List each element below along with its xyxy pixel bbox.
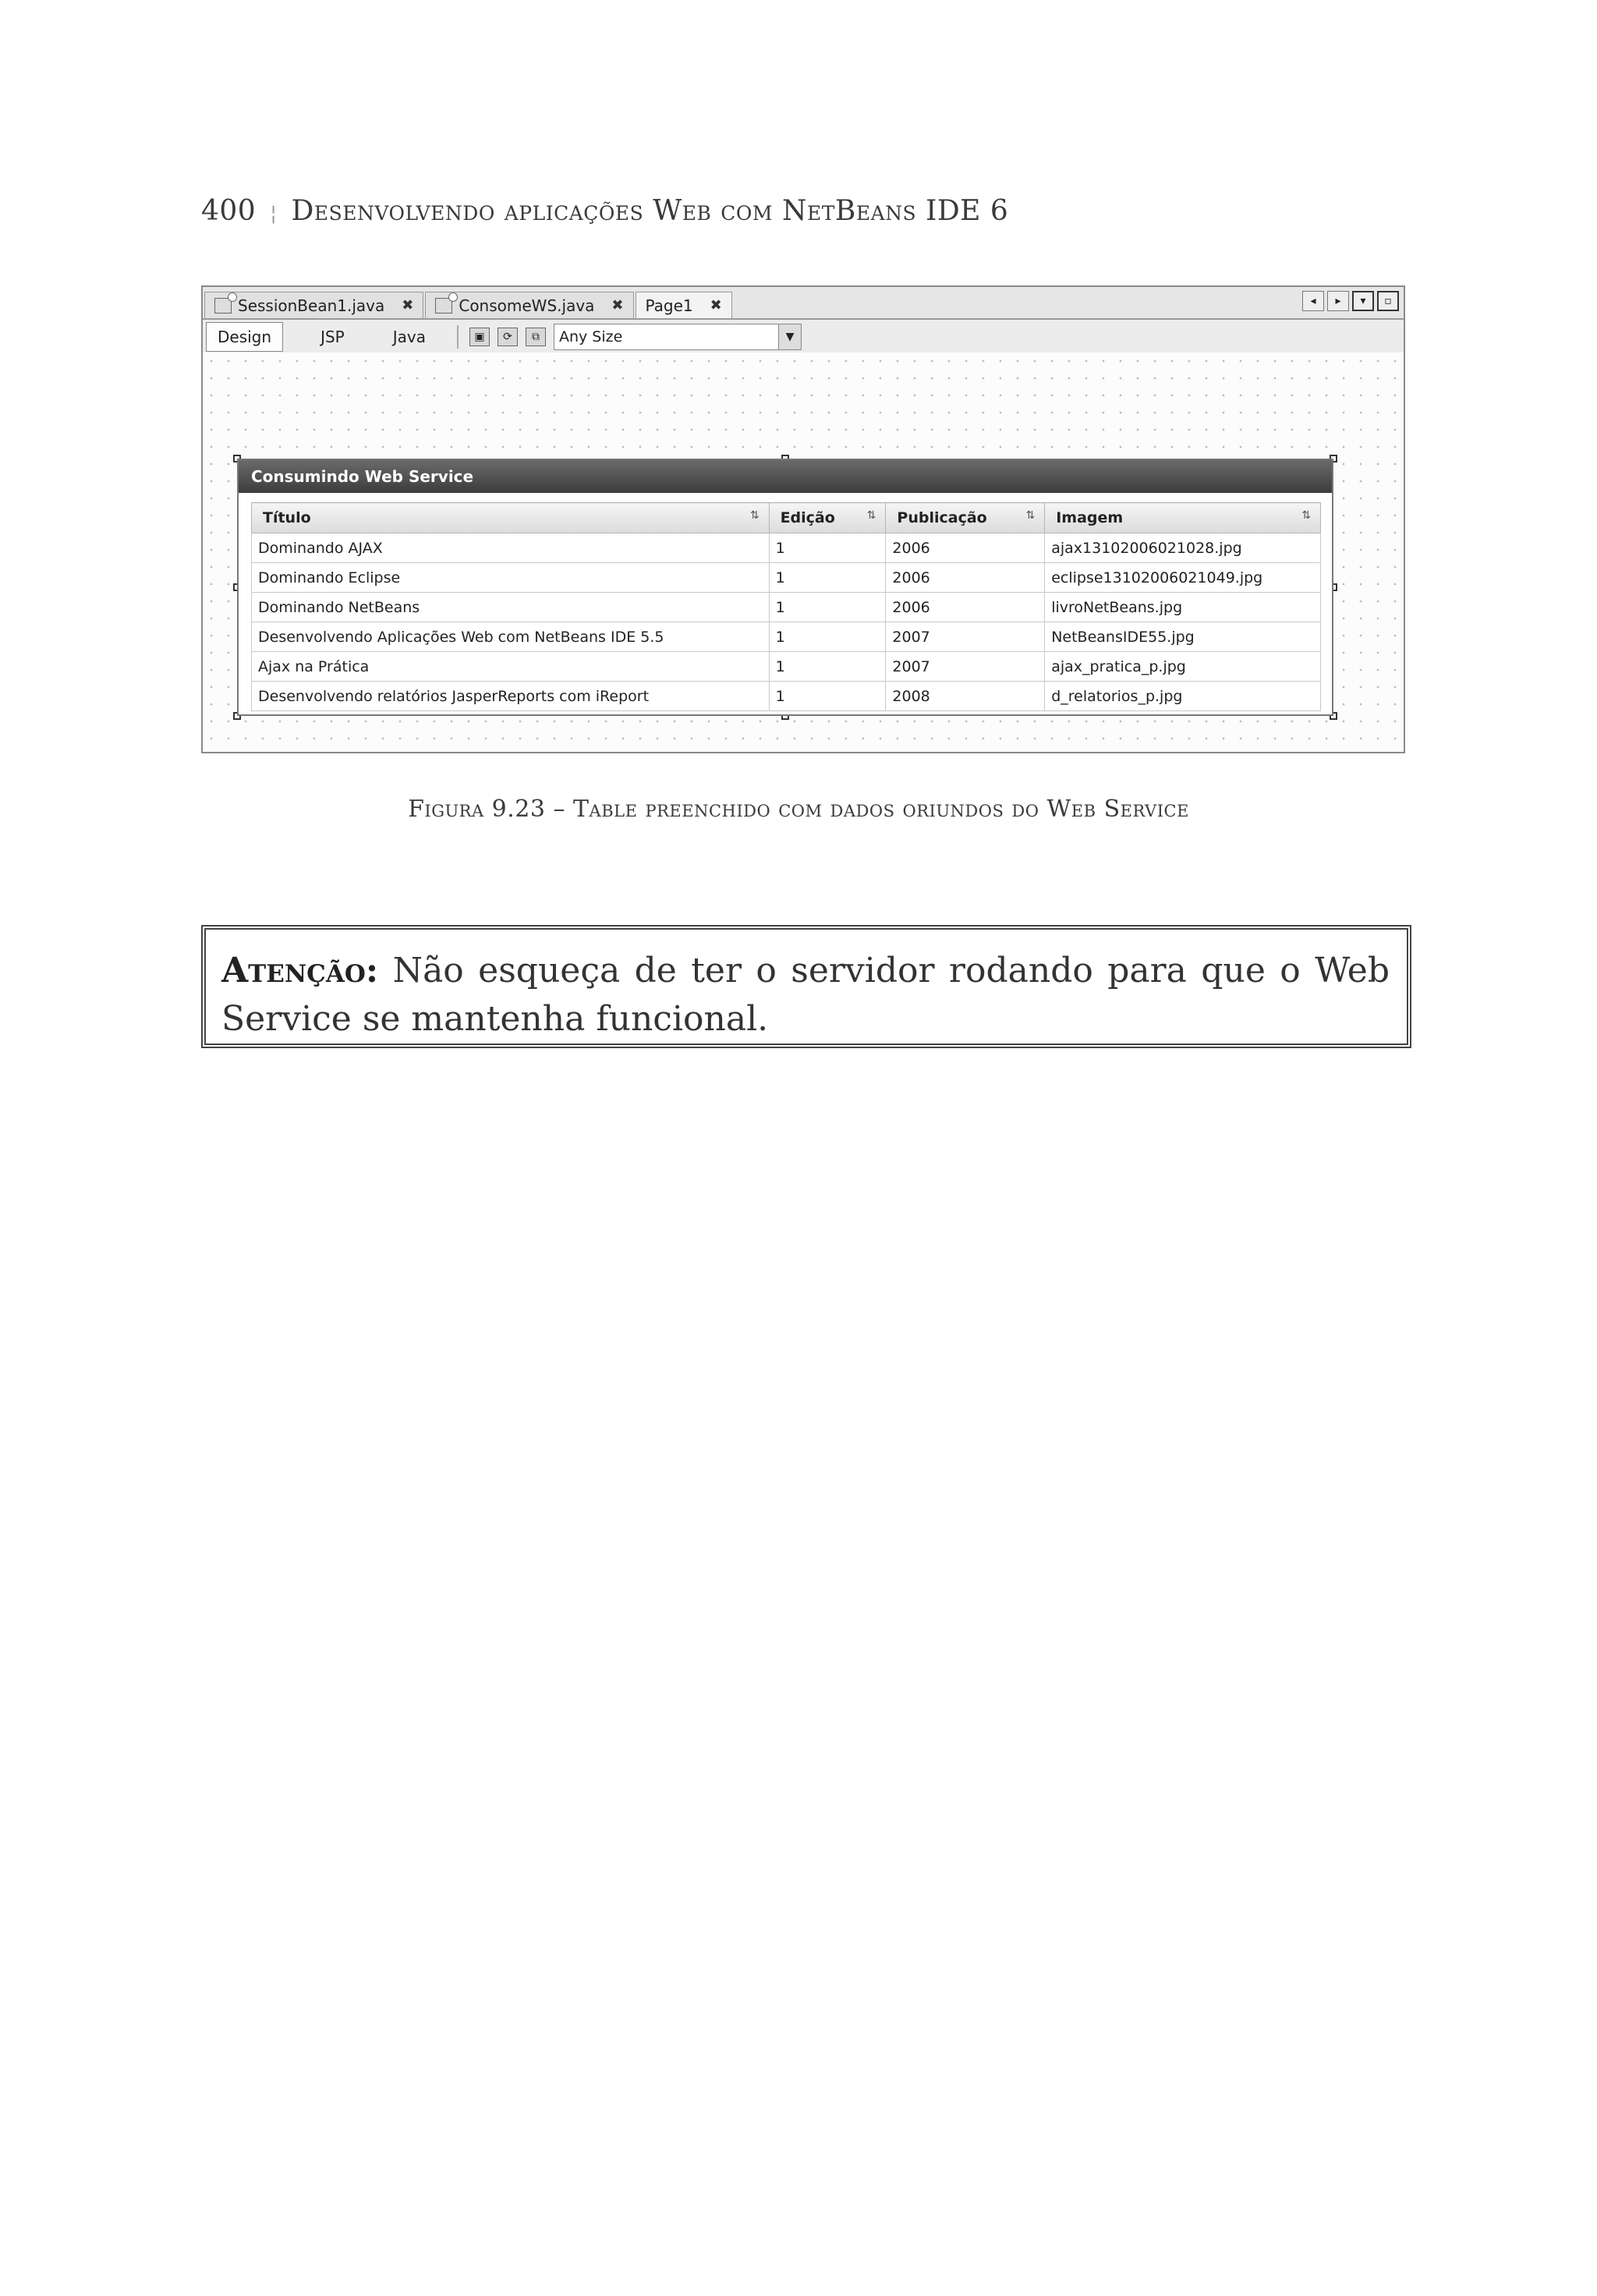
header-separator: ¦ [270,202,278,225]
running-title: Desenvolvendo aplicações Web com NetBeans IDE 6 [291,195,1009,227]
tab-label: Page1 [645,296,693,315]
tab-label: SessionBean1.java [238,296,385,315]
cell-publicacao: 2007 [886,622,1045,652]
cell-edicao: 1 [769,682,886,711]
cell-publicacao: 2006 [886,563,1045,593]
show-virtual-forms-icon[interactable]: ⧉ [526,328,546,346]
close-icon[interactable]: ✖ [611,297,624,314]
cell-publicacao: 2006 [886,533,1045,563]
cell-edicao: 1 [769,533,886,563]
cell-titulo: Dominando AJAX [252,533,770,563]
tab-list-dropdown-icon[interactable]: ▾ [1352,291,1374,311]
cell-titulo: Dominando Eclipse [252,563,770,593]
column-header-titulo[interactable]: Título ⇅ [252,503,770,533]
cell-imagem: livroNetBeans.jpg [1045,593,1321,622]
java-file-icon [214,298,232,314]
page-number: 400 [201,195,257,227]
ide-screenshot [201,285,1405,753]
select-value: Any Size [558,328,623,345]
table-title: Consumindo Web Service [239,460,1332,493]
tab-consomews[interactable] [425,292,633,318]
editor-tab-bar [203,287,1404,320]
column-header-publicacao[interactable]: Publicação ⇅ [886,503,1045,533]
cell-imagem: eclipse13102006021049.jpg [1045,563,1321,593]
table-row [252,652,1321,682]
close-icon[interactable]: ✖ [710,297,722,314]
java-file-icon [435,298,452,314]
cell-edicao: 1 [769,563,886,593]
design-canvas[interactable] [203,353,1404,752]
data-table [251,502,1321,711]
cell-titulo: Desenvolvendo Aplicações Web com NetBeans IDE 5.5 [252,622,770,652]
column-header-edicao[interactable]: Edição ⇅ [769,503,886,533]
preview-browser-icon[interactable]: ▣ [469,328,490,346]
cell-titulo: Ajax na Prática [252,652,770,682]
cell-edicao: 1 [769,593,886,622]
tab-label: ConsomeWS.java [459,296,595,315]
page-header [201,195,1008,227]
table-row [252,533,1321,563]
table-row [252,682,1321,711]
tab-design[interactable]: Design [206,322,283,352]
table-row [252,593,1321,622]
cell-publicacao: 2008 [886,682,1045,711]
attention-box [201,925,1411,1048]
chevron-down-icon[interactable]: ▼ [778,324,801,349]
cell-titulo: Dominando NetBeans [252,593,770,622]
sort-icon[interactable]: ⇅ [749,509,760,522]
scroll-right-icon[interactable]: ▸ [1327,291,1349,311]
toolbar-divider [457,325,459,349]
cell-edicao: 1 [769,622,886,652]
cell-publicacao: 2007 [886,652,1045,682]
sort-icon[interactable]: ⇅ [866,509,876,522]
cell-imagem: ajax13102006021028.jpg [1045,533,1321,563]
cell-publicacao: 2006 [886,593,1045,622]
cell-imagem: ajax_pratica_p.jpg [1045,652,1321,682]
tab-sessionbean1[interactable] [204,292,423,318]
refresh-icon[interactable]: ⟳ [498,328,518,346]
table-row [252,622,1321,652]
tab-page1[interactable] [636,292,732,318]
cell-imagem: d_relatorios_p.jpg [1045,682,1321,711]
close-icon[interactable]: ✖ [402,297,414,314]
maximize-icon[interactable]: ▫ [1377,291,1399,311]
sort-icon[interactable]: ⇅ [1301,509,1311,522]
sort-icon[interactable]: ⇅ [1025,509,1036,522]
tab-controls [1302,291,1399,311]
attention-label: Atenção: [221,951,379,990]
column-header-imagem[interactable]: Imagem ⇅ [1045,503,1321,533]
cell-titulo: Desenvolvendo relatórios JasperReports com iReport [252,682,770,711]
table-component[interactable] [237,459,1333,716]
designer-toolbar [203,320,1404,356]
target-size-select[interactable] [554,324,802,350]
tab-java[interactable]: Java [392,328,426,346]
cell-edicao: 1 [769,652,886,682]
attention-text: Não esqueça de ter o servidor rodando para que o Web Service se mantenha funcional. [221,951,1390,1039]
table-row [252,563,1321,593]
figure-caption: Figura 9.23 – Table preenchido com dados oriundos do Web Service [408,795,1189,823]
table-header-row [252,503,1321,533]
tab-jsp[interactable]: JSP [320,328,345,346]
scroll-left-icon[interactable]: ◂ [1302,291,1324,311]
cell-imagem: NetBeansIDE55.jpg [1045,622,1321,652]
